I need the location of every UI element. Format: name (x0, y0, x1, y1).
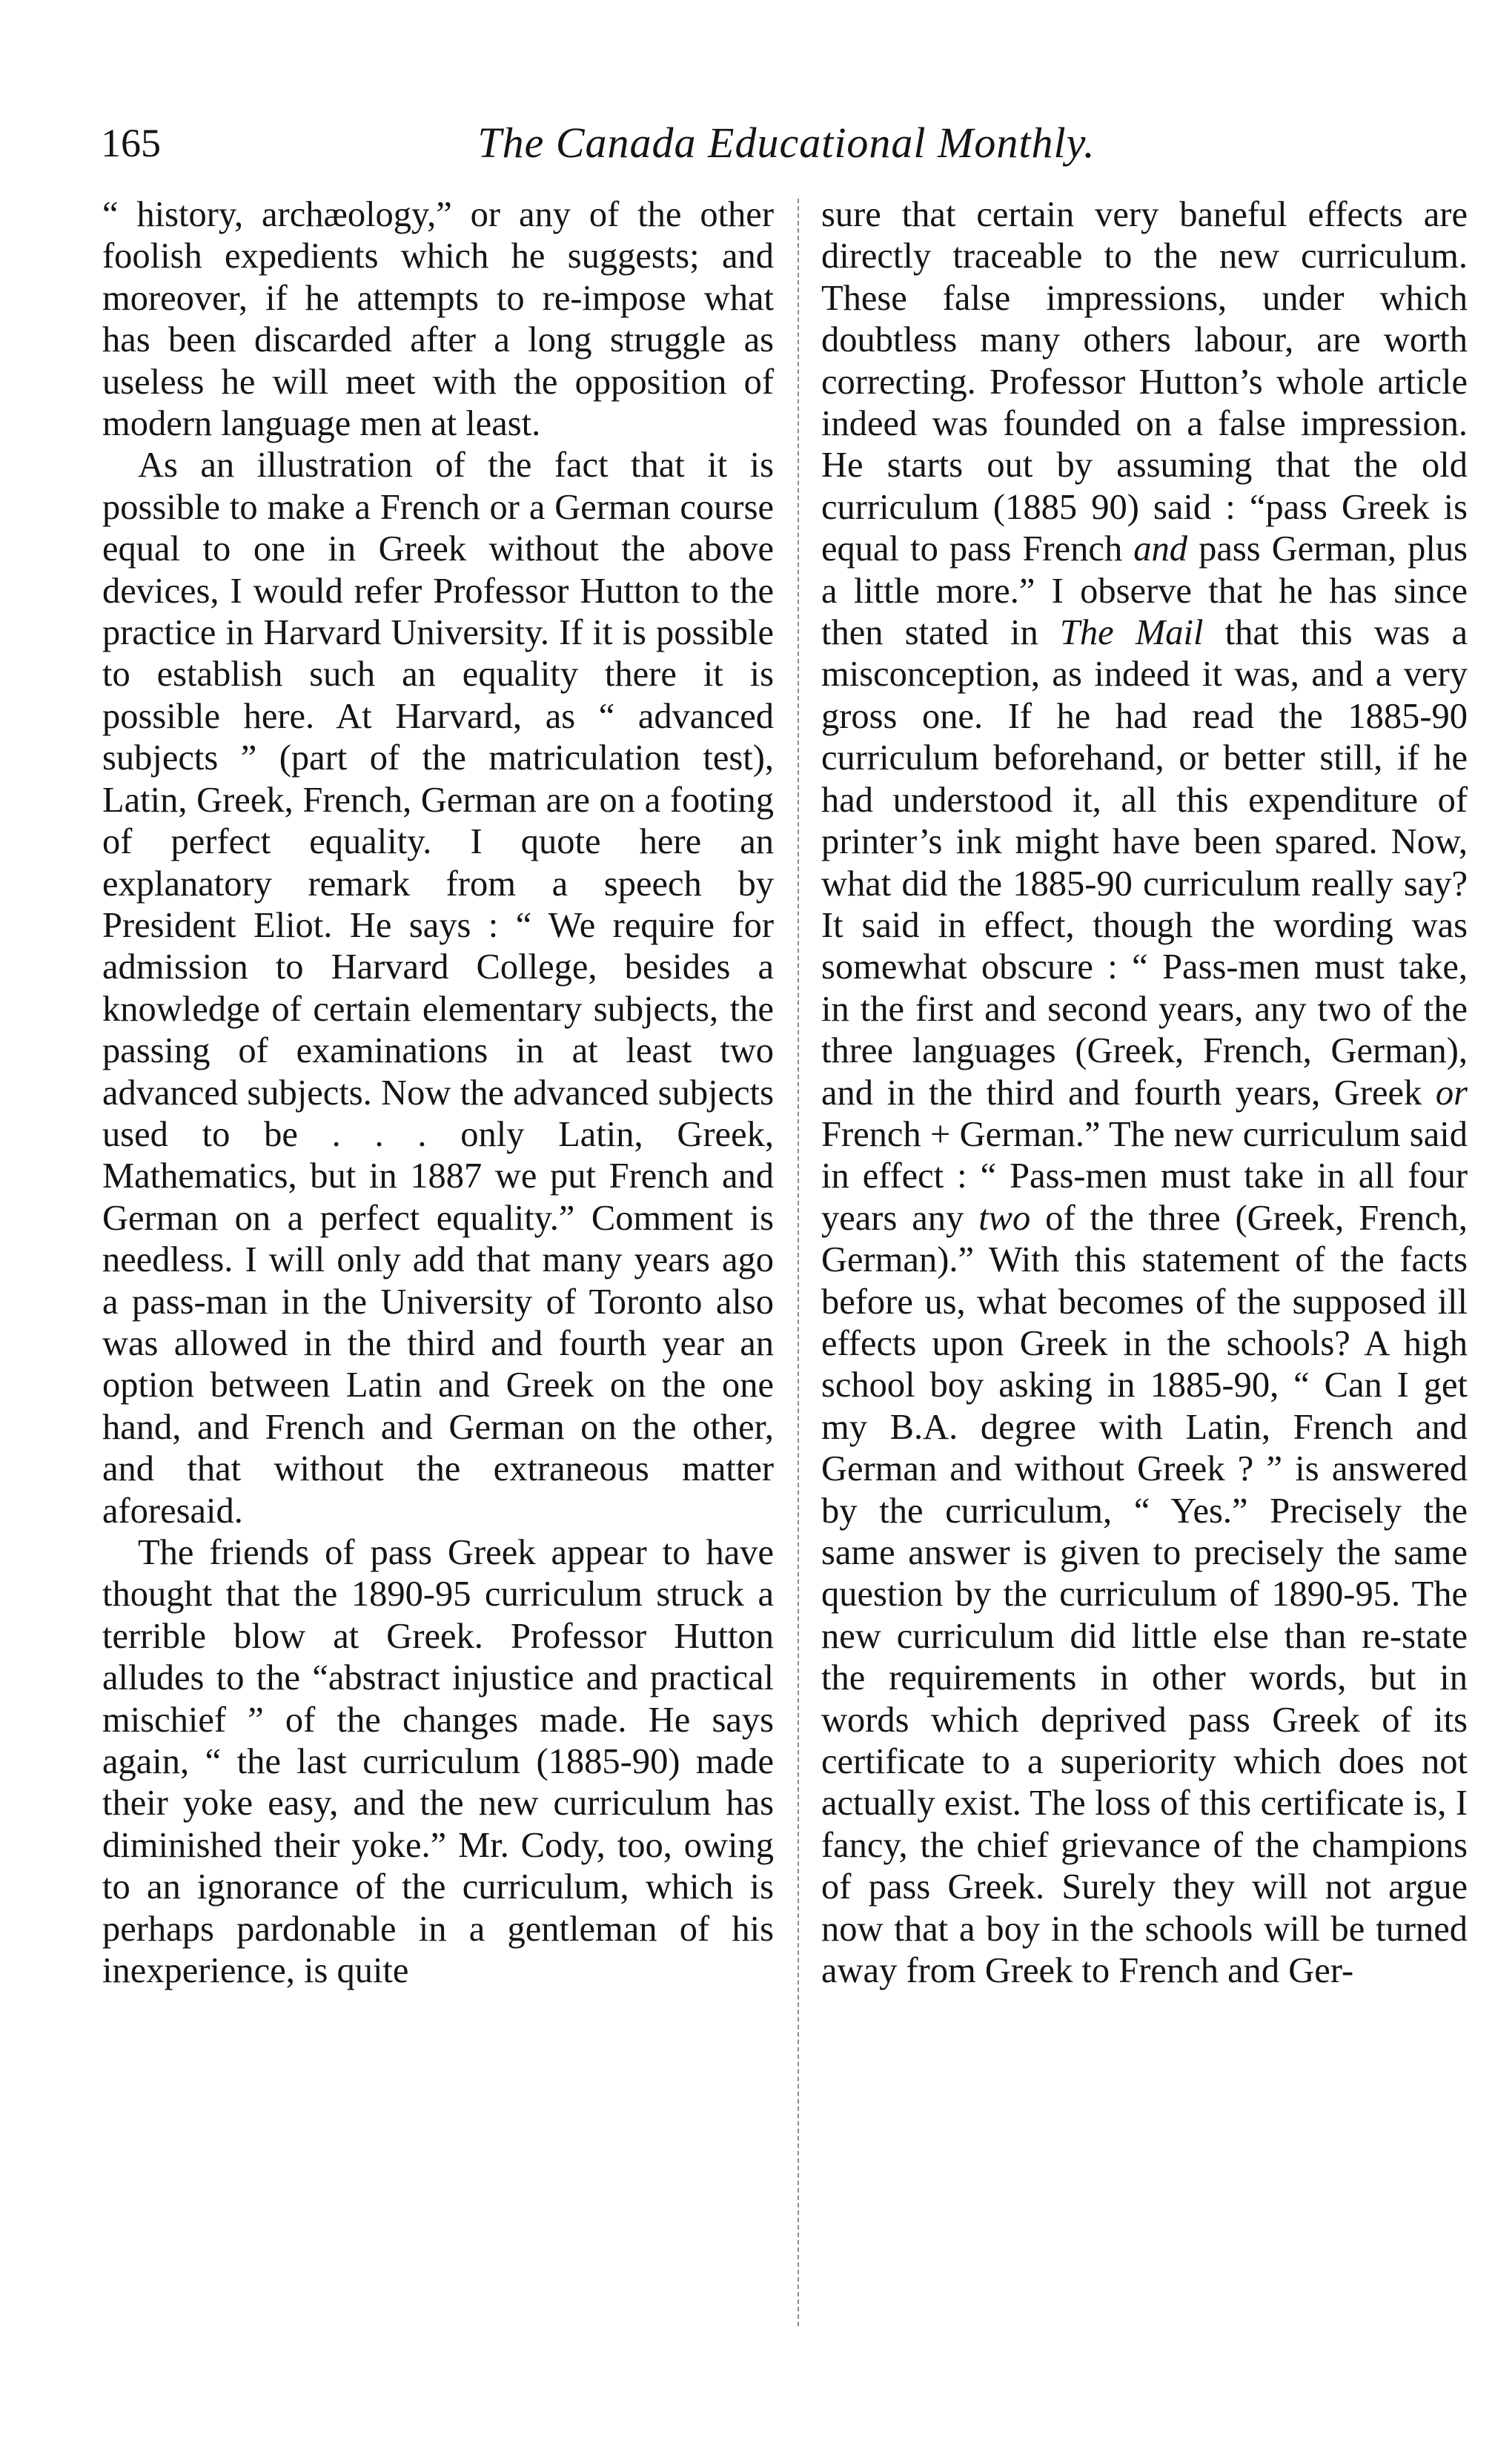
paragraph (821, 194, 1468, 1992)
italic-or: or (1435, 1073, 1468, 1113)
running-title: The Canada Educational Monthly. (477, 119, 1095, 167)
paragraph: As an illustration of the fact that it is possible to make a French or a German course equal to one in Greek without the above devices, I would refer Professor Hutton to the practice in Harvard University. If it is possible to establish such an equality there it is possible here. At Harvard, as “ advanced subjects ” (part of the matriculation test), Latin, Greek, French, German are on a footing of perfect equality. I quote here an explanatory remark from a speech by President Eliot. He says : “ We require for admission to Harvard College, besides a knowledge of certain elementary subjects, the passing of examinations in at least two advanced subjects. Now the advanced subjects used to be . . . only Latin, Greek, Mathematics, but in 1887 we put French and German on a perfect equality.” Comment is needless. I will only add that many years ago a pass-man in the University of Toronto also was allowed in the third and fourth year an option between Latin and Greek on the one hand, and French and German on the other, and that without the extraneous matter aforesaid. (102, 446, 774, 1531)
italic-and: and (1133, 529, 1188, 569)
right-column (821, 194, 1468, 1992)
page-number: 165 (101, 121, 161, 165)
paragraph: “ history, archæology,” or any of the other foolish expedients which he suggests; and moreover, if he attempts to re-impose what has been discarded after a long struggle as useless he will meet with the opposition of modern language men at least. (102, 195, 774, 444)
text-run: of the three (Greek, French, German).” With this statement of the facts before us, what becomes of the supposed ill effects upon Greek in the schools? A high school boy asking in 1885-90, “ Can I get my B.A. degree with Latin, French and German and without Greek ? ” is answered by the curriculum, “ Yes.” Precisely the same answer is given to precisely the same question by the curriculum of 1890-95. The new curriculum did little else than re-state the requirements in other words, but in words which deprived pass Greek of its certificate to a superiority which does not actually exist. The loss of this certificate is, I fancy, the chief grievance of the champions of pass Greek. Surely they will not argue now that a boy in the schools will be turned away from Greek to French and Ger- (821, 1198, 1468, 1991)
italic-the-mail: The Mail (1059, 613, 1204, 653)
italic-two: two (978, 1198, 1031, 1238)
paragraph: The friends of pass Greek appear to have thought that the 1890-95 curriculum struck a terrible blow at Greek. Professor Hutton alludes to the “abstract injustice and practical mischief ” of the changes made. He says again, “ the last curriculum (1885-90) made their yoke easy, and the new curriculum has diminished their yoke.” Mr. Cody, too, owing to an ignorance of the curriculum, which is perhaps pardonable in a gentleman of his inexperience, is quite (102, 1533, 774, 1991)
page-header (101, 117, 1472, 169)
left-column (102, 194, 774, 1992)
text-run: pass German, plus a little more.” I observe that he has since then stated in (821, 529, 1468, 653)
text-run: French + German.” The new curriculum said in effect : “ Pass-men must take in all four years any (821, 1114, 1468, 1238)
column-divider (798, 199, 799, 2326)
text-run: sure that certain very baneful effects are directly traceable to the new curriculum. These false impressions, under which doubtless many others labour, are worth correcting. Professor Hutton’s whole article indeed was founded on a false impression. He starts out by assuming that the old curriculum (1885 90) said : “pass Greek is equal to pass French (821, 195, 1468, 569)
text-run: that this was a misconception, as indeed it was, and a very gross one. If he had read the 1885-90 curriculum beforehand, or better still, if he had understood it, all this expenditure of printer’s ink might have been spared. Now, what did the 1885-90 curriculum really say? It said in effect, though the wording was somewhat obscure : “ Pass-men must take, in the first and second years, any two of the three languages (Greek, French, German), and in the third and fourth years, Greek (821, 613, 1468, 1113)
